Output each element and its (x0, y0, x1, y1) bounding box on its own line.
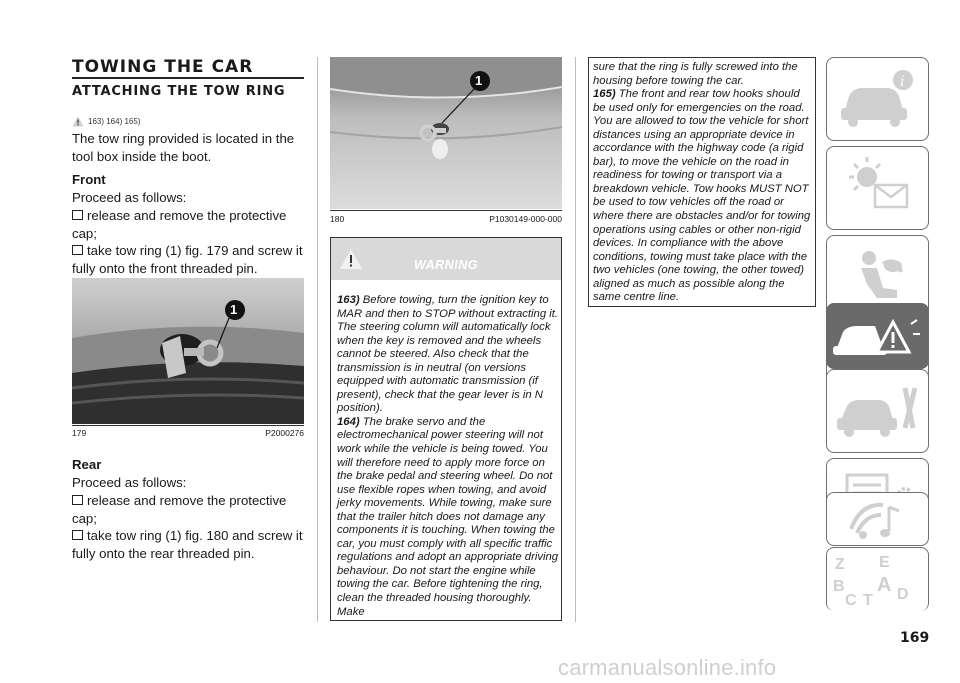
warning-164-number: 164) (337, 415, 360, 428)
tab-maintenance[interactable] (826, 369, 929, 453)
warning-continued-text (593, 61, 815, 305)
car-info-icon (827, 58, 927, 138)
checkbox-bullet-icon (72, 210, 83, 220)
figure-179-caption (72, 428, 304, 438)
figure-179-photo (72, 278, 304, 424)
page-number: 169 (900, 630, 930, 646)
intro-text: The tow ring provided is located in the tool box inside the boot. (72, 131, 295, 164)
figure-179-code: P2000276 (265, 428, 304, 438)
index-letter: Z (835, 556, 845, 573)
figure-179-number: 179 (72, 428, 87, 438)
checkbox-bullet-icon (72, 495, 83, 505)
rear-heading: Rear (72, 457, 102, 472)
front-step-2 (72, 242, 304, 277)
section-title: TOWING THE CAR (72, 57, 254, 77)
emergency-icon (827, 304, 927, 366)
figure-180-rule (330, 210, 562, 211)
checkbox-bullet-icon (72, 245, 83, 255)
subsection-title: ATTACHING THE TOW RING (72, 84, 286, 99)
warning-165 (593, 88, 815, 305)
index-letters-icon (827, 548, 928, 611)
index-letter: E (879, 554, 890, 571)
front-heading: Front (72, 172, 106, 187)
front-step-2-text: take tow ring (1) fig. 179 and screw it fully onto the front threaded pin. (72, 243, 303, 276)
multimedia-icon (827, 493, 927, 545)
warning-165-text: The front and rear tow hooks should be used only for emergencies on the road. You are allowed to tow the vehicle for short distances using an appropriate device in accordance with the highway code (a rigid bar), to move the vehicle on the road in readiness for towing or transport via a breakdown vehicle. Tow hooks MUST NOT be used to tow vehicles off the road or where there are obstacles and/or for towing operations using cables or other non-rigid devices. In compliance with the above conditions, towing must take place with the two vehicles (one towing, the other towed) aligned as much as possible along the same centre line. (593, 88, 811, 304)
tab-car-info[interactable] (826, 57, 929, 141)
index-letter: T (863, 592, 873, 609)
warning-text (337, 294, 559, 619)
rear-step-2 (72, 527, 304, 562)
figure-180-caption (330, 214, 562, 224)
title-rule (72, 77, 304, 79)
warning-triangle-icon (72, 116, 84, 127)
figure-179-callout: 1 (230, 302, 238, 317)
warning-163-number: 163) (337, 294, 360, 306)
index-letter: A (877, 574, 892, 596)
warning-continued-box (588, 57, 816, 307)
warning-164 (337, 416, 559, 619)
figure-180-number: 180 (330, 214, 345, 224)
warning-title: WARNING (414, 258, 478, 272)
index-letter: D (897, 586, 909, 603)
index-letter: B (833, 578, 845, 595)
warning-163-text: Before towing, turn the ignition key to MAR and then to STOP without extracting it. The steering column will automatically lock when the key is removed and the wheels cannot be steered. Also check that the transmission is in neutral (on versions equipped with automatic transmission (if present), check that the gear lever is in N position). (337, 294, 559, 415)
tab-multimedia[interactable] (826, 492, 929, 546)
column-separator (317, 57, 318, 622)
refs-text: 163) 164) 165) (88, 117, 141, 126)
figure-180-code: P1030149-000-000 (489, 214, 562, 224)
car-maintenance-icon (827, 370, 927, 450)
rear-step-2-text: take tow ring (1) fig. 180 and screw it fully onto the rear threaded pin. (72, 528, 303, 561)
rear-step-1 (72, 492, 304, 527)
figure-180-callout: 1 (475, 73, 483, 88)
tab-index[interactable] (826, 547, 929, 611)
figure-180-photo (330, 57, 562, 209)
warning-164-text: The brake servo and the electromechanical power steering will not work while the vehicle is being towed. You will therefore need to apply more force on the brake pedal and steering wheel. Do not use flexible ropes when towing, and avoid jerky movements. While towing, make sure that the trailer hitch does not damage any components it is touching. When towing the car, you must comply with all specific traffic regulations and adopt an appropriate driving behaviour. Do not start the engine while towing the car. Before tightening the ring, clean the threaded housing thoroughly. Make (337, 415, 559, 618)
front-tow-ring-illustration (72, 278, 304, 424)
index-letter: C (845, 592, 857, 609)
warning-continued: sure that the ring is fully screwed into the housing before towing the car. (593, 61, 798, 87)
column-separator (575, 57, 576, 622)
warning-header (331, 238, 561, 280)
watermark[interactable]: carmanualsonline.info (558, 655, 777, 680)
front-step-1 (72, 207, 304, 242)
rear-step-1-text: release and remove the protective cap; (72, 493, 287, 526)
warning-163 (337, 294, 559, 416)
checkbox-bullet-icon (72, 530, 83, 540)
warning-165-number: 165) (593, 88, 616, 101)
warning-references[interactable] (72, 116, 140, 127)
front-step-1-text: release and remove the protective cap; (72, 208, 287, 241)
svg-text:i: i (900, 74, 905, 90)
front-proceed: Proceed as follows: (72, 190, 187, 205)
warning-box (330, 237, 562, 621)
warning-lights-icon (827, 147, 927, 227)
rear-proceed: Proceed as follows: (72, 475, 187, 490)
tab-warning-lights[interactable] (826, 146, 929, 230)
rear-tow-ring-illustration (330, 57, 562, 209)
tab-emergency[interactable] (826, 303, 929, 369)
figure-179-rule (72, 425, 304, 426)
